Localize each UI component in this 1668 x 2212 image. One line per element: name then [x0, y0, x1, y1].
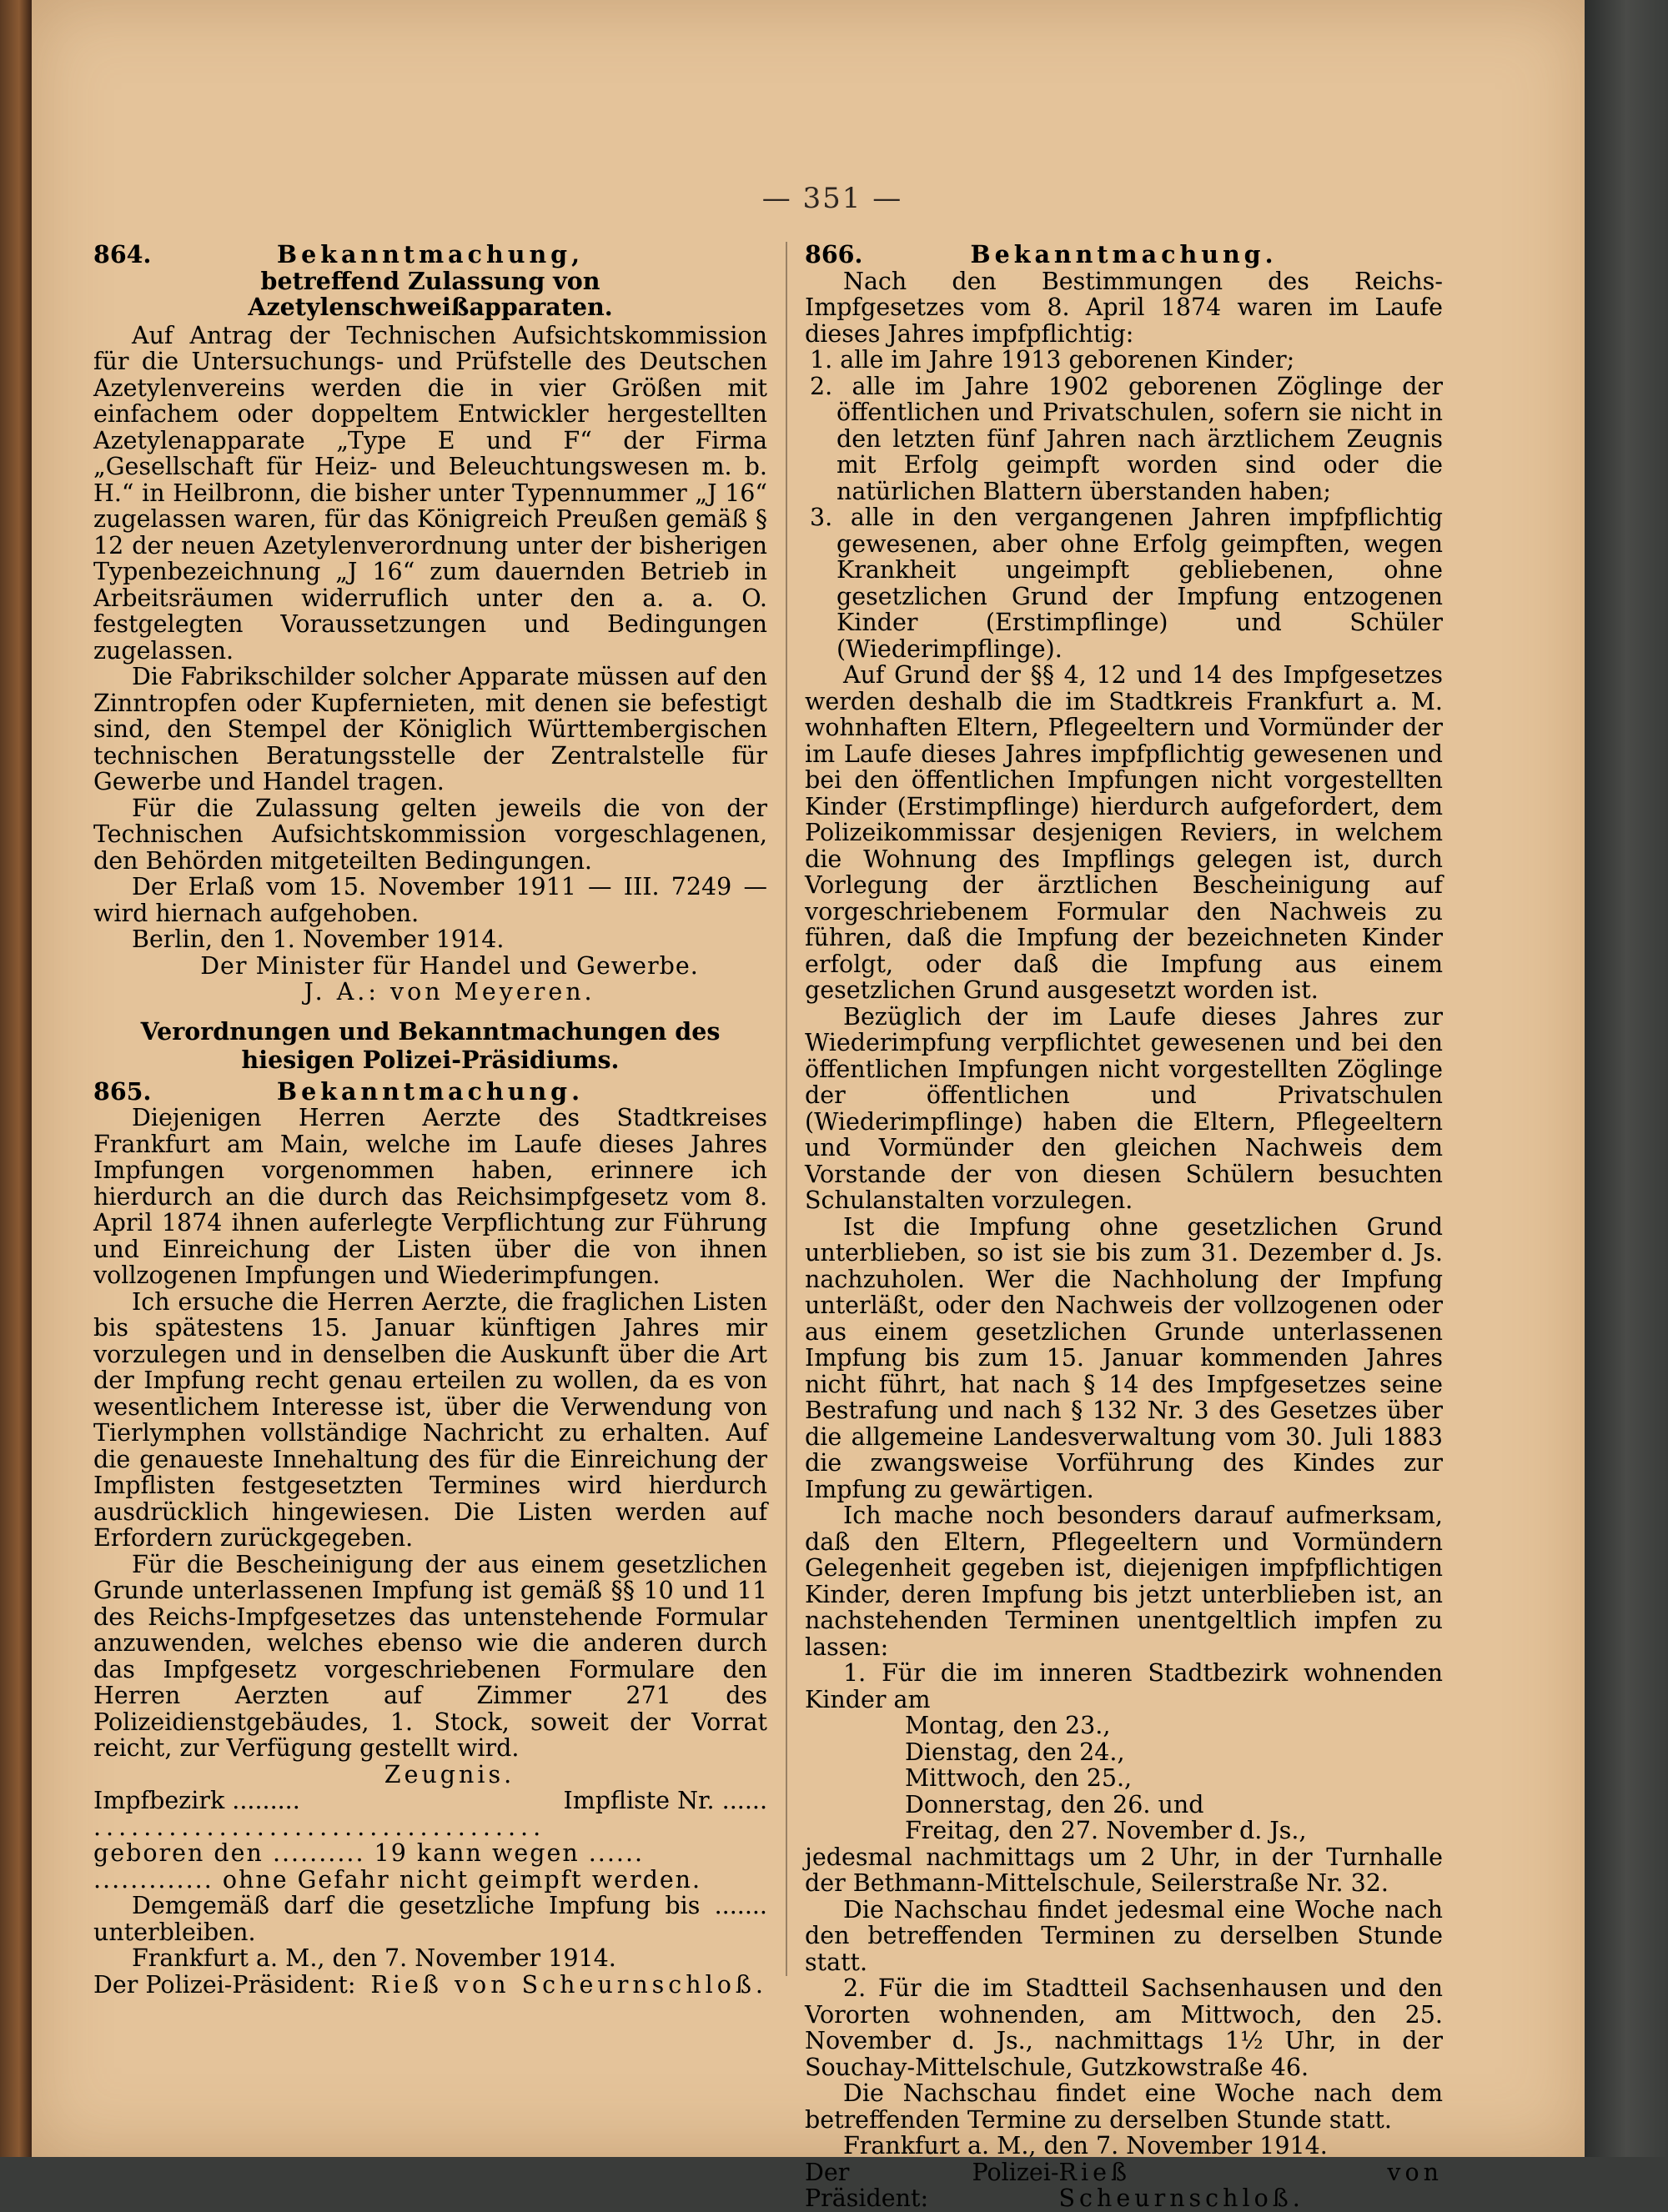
notice-864-date: Berlin, den 1. November 1914.	[132, 925, 505, 953]
notice-866-paragraph: Ich mache noch besonders darauf aufmerksam, daß den Eltern, Pflegeeltern und Vormündern Gelegenheit gegeben ist, diejenigen impfpflichtigen Kinder, deren Impfung bis jetzt unterblieben ist, an nachstehenden Terminen unentgeltlich impfen zu lassen:	[805, 1502, 1443, 1661]
form-impfliste: Impfliste Nr. ......	[563, 1787, 767, 1814]
term-1-time: jedesmal nachmittags um 2 Uhr, in der Turnhalle der Bethmann-Mittelschule, Seilerstraße Nr. 32.	[805, 1843, 1443, 1897]
notice-866-paragraph: Bezüglich der im Laufe dieses Jahres zur Wiederimpfung verpflichtet gewesenen und bei den öffentlichen Impfungen nicht vorgestellten Zöglinge der öffentlichen und Privatschulen (Wiederimpflinge) haben die Eltern, Pflegeeltern und Vormünder den gleichen Nachweis dem Vorstande der von diesen Schülern besuchten Schulanstalten vorzulegen.	[805, 1002, 1443, 1214]
signature-name: Rieß von Scheurnschloß.	[1058, 2158, 1443, 2212]
book-cover-edge	[1585, 0, 1668, 2157]
notice-864-title: Bekanntmachung,	[276, 240, 585, 268]
form-row-bezirk	[93, 1788, 767, 1814]
notice-865-title: Bekanntmachung.	[276, 1076, 585, 1106]
book-binding-edge	[0, 0, 32, 2157]
form-danger-line: ............. ohne Gefahr nicht geimpft werden.	[93, 1865, 702, 1893]
signature-title: Der Polizei-Präsident:	[805, 2158, 1059, 2212]
day-entry: Donnerstag, den 26. und	[905, 1790, 1204, 1818]
notice-866-paragraph: Auf Grund der §§ 4, 12 und 14 des Impfgesetzes werden deshalb die im Stadtkreis Frankfurt a. M. wohnhaften Eltern, Pflegeeltern und Vormünder der im Laufe dieses Jahres impfpflichtig gewesenen und bei den öffentlichen Impfungen nicht vorgestellten Kinder (Erstimpflinge) hierdurch aufgefordert, dem Polizeikommissar desjenigen Reviers, in welchem die Wohnung des Impflings gelegen ist, durch Vorlegung der ärztlichen Bescheinigung auf vorgeschriebenem Formular den Nachweis zu führen, daß die Impfung der bezeichneten Kinder erfolgt, oder daß die Impfung aus einem gesetzlichen Grund ausgesetzt worden ist.	[805, 661, 1443, 1004]
day-entry: Freitag, den 27. November d. Js.,	[905, 1817, 1307, 1844]
notice-866-signature	[805, 2159, 1443, 2212]
notice-865-date: Frankfurt a. M., den 7. November 1914.	[132, 1944, 616, 1972]
left-column	[93, 242, 767, 1998]
notice-865-paragraph: Ich ersuche die Herren Aerzte, die fraglichen Listen bis spätestens 15. Januar künftigen Jahres mir vorzulegen und in denselben die Auskunft über die Art der Impfung recht genau erteilen zu wollen, da es von wesentlichem Interesse ist, über die Verwendung von Tierlymphen vollständige Nachricht zu erhalten. Auf die genaueste Innehaltung des für die Einreichung der Impflisten festgesetzten Termines wird hierdurch ausdrücklich hingewiesen. Die Listen werden auf Erfordern zurückgegeben.	[93, 1287, 767, 1552]
right-column	[805, 242, 1443, 2212]
notice-865-paragraph: Diejenigen Herren Aerzte des Stadtkreises Frankfurt am Main, welche im Laufe dieses Jahres Impfungen vorgenommen haben, erinnere ich hierdurch an die durch das Reichsimpfgesetz vom 8. April 1874 ihnen auferlegte Verpflichtung zur Führung und Einreichung der Listen über die von ihnen vollzogenen Impfungen und Wiederimpfungen.	[93, 1104, 767, 1289]
form-title: Zeugnis.	[384, 1760, 515, 1788]
notice-864-paragraph: Für die Zulassung gelten jeweils die von der Technischen Aufsichtskommission vorgeschlagenen, den Behörden mitgeteilten Bedingungen.	[93, 794, 767, 875]
notice-864-paragraph: Die Fabrikschilder solcher Apparate müssen auf den Zinntropfen oder Kupfernieten, mit denen sie befestigt sind, den Stempel der Königlich Württembergischen technischen Beratungsstelle der Zentralstelle für Gewerbe und Handel tragen.	[93, 663, 767, 795]
day-entry: Dienstag, den 24.,	[905, 1738, 1125, 1766]
notice-864-signer: J. A.: von Meyeren.	[304, 978, 595, 1006]
list-item: 3. alle in den vergangenen Jahren impfpflichtig gewesenen, aber ohne Erfolg geimpften, wegen Krankheit ungeimpft gebliebenen, ohne gesetzlichen Grund der Impfung entzogenen Kinder (Erstimpflinge) und Schüler (Wiederimpflinge).	[810, 504, 1443, 663]
notice-864-heading	[93, 242, 767, 268]
page-number: — 351 —	[761, 182, 903, 215]
notice-864-minister: Der Minister für Handel und Gewerbe.	[200, 951, 699, 980]
notice-866-date: Frankfurt a. M., den 7. November 1914.	[843, 2132, 1328, 2159]
notice-864-number: 864.	[93, 240, 152, 268]
notice-864-paragraph: Auf Antrag der Technischen Aufsichtskommission für die Untersuchungs- und Prüfstelle des Deutschen Azetylenvereins werden die in vier Größen mit einfachem oder doppeltem Entwickler hergestellten Azetylenapparate „Type E und F“ der Firma „Gesellschaft für Heiz- und Beleuchtungswesen m. b. H.“ in Heilbronn, die bisher unter Typennummer „J 16“ zugelassen waren, für das Königreich Preußen gemäß § 12 der neuen Azetylenverordnung unter der bisherigen Typenbezeichnung „J 16“ zum dauernden Betrieb in Arbeitsräumen widerruflich unter den a. a. O. festgelegten Voraussetzungen und Bedingungen zugelassen.	[93, 321, 767, 665]
notice-864-paragraph: Der Erlaß vom 15. November 1911 — III. 7249 — wird hiernach aufgehoben.	[93, 873, 767, 927]
signature-title: Der Polizei-Präsident:	[93, 1970, 356, 1999]
term-2: 2. Für die im Stadtteil Sachsenhausen und den Vororten wohnenden, am Mittwoch, den 25. November d. Js., nachmittags 1½ Uhr, in der Souchay-Mittelschule, Gutzkowstraße 46.	[805, 1974, 1443, 2081]
day-entry: Montag, den 23.,	[905, 1712, 1111, 1739]
section-title: Verordnungen und Bekanntmachungen des hiesigen Polizei-Präsidiums.	[140, 1016, 721, 1074]
form-dotted-line: ....................................	[93, 1813, 546, 1841]
signature-name: Rieß von Scheurnschloß.	[370, 1970, 767, 1999]
form-impfbezirk: Impfbezirk .........	[93, 1787, 300, 1814]
notice-865-paragraph: Für die Bescheinigung der aus einem gesetzlichen Grunde unterlassenen Impfung ist gemäß §§ 10 und 11 des Reichs-Impfgesetzes das untenstehende Formular anzuwenden, welches ebenso wie die anderen durch das Impfgesetz vorgeschriebenen Formulare den Herren Aerzten auf Zimmer 271 des Polizeidienstgebäudes, 1. Stock, soweit der Vorrat reicht, zur Verfügung gestellt wird.	[93, 1550, 767, 1762]
impf-list	[805, 347, 1443, 662]
list-item: 1. alle im Jahre 1913 geborenen Kinder;	[810, 346, 1295, 374]
term-1-days	[805, 1713, 1443, 1844]
notice-865-signature	[93, 1972, 767, 1999]
notice-866-intro: Nach den Bestimmungen des Reichs-Impfgesetzes vom 8. April 1874 waren im Laufe dieses Jahres impfpflichtig:	[805, 267, 1443, 348]
term-1-intro: 1. Für die im inneren Stadtbezirk wohnenden Kinder am	[805, 1659, 1443, 1713]
notice-865-heading	[93, 1076, 767, 1106]
term-2-check: Die Nachschau findet eine Woche nach dem betreffenden Termine zu derselben Stunde statt.	[805, 2079, 1443, 2134]
list-item: 2. alle im Jahre 1902 geborenen Zöglinge der öffentlichen und Privatschulen, sofern sie nicht in den letzten fünf Jahren nach ärztlichem Zeugnis mit Erfolg geimpft worden sind oder die natürlichen Blattern überstanden haben;	[810, 372, 1443, 505]
notice-866-heading	[805, 242, 1443, 268]
notice-864-subtitle: betreffend Zulassung von Azetylenschweißapparaten.	[248, 266, 613, 321]
form-born-line: geboren den .......... 19 kann wegen ......	[93, 1839, 645, 1867]
day-entry: Mittwoch, den 25.,	[905, 1764, 1133, 1792]
form-demgemaess: Demgemäß darf die gesetzliche Impfung bis ....... unterbleiben.	[93, 1892, 767, 1946]
notice-866-number: 866.	[805, 240, 863, 268]
notice-866-paragraph: Ist die Impfung ohne gesetzlichen Grund unterblieben, so ist sie bis zum 31. Dezember d. Js. nachzuholen. Wer die Nachholung der Impfung unterläßt, oder den Nachweis der vollzogenen oder aus einem gesetzlichen Grunde unterlassenen Impfung bis zum 15. Januar kommenden Jahres nicht führt, hat nach § 14 des Impfgesetzes seine Bestrafung und nach § 132 Nr. 3 des Gesetzes über die allgemeine Landesverwaltung vom 30. Juli 1883 die zwangsweise Vorführung des Kindes zur Impfung zu gewärtigen.	[805, 1212, 1443, 1503]
notice-866-title: Bekanntmachung.	[970, 240, 1278, 268]
column-divider	[786, 242, 787, 1976]
term-1-check: Die Nachschau findet jedesmal eine Woche nach den betreffenden Terminen zu derselben Stunde statt.	[805, 1895, 1443, 1976]
notice-865-number: 865.	[93, 1076, 152, 1106]
